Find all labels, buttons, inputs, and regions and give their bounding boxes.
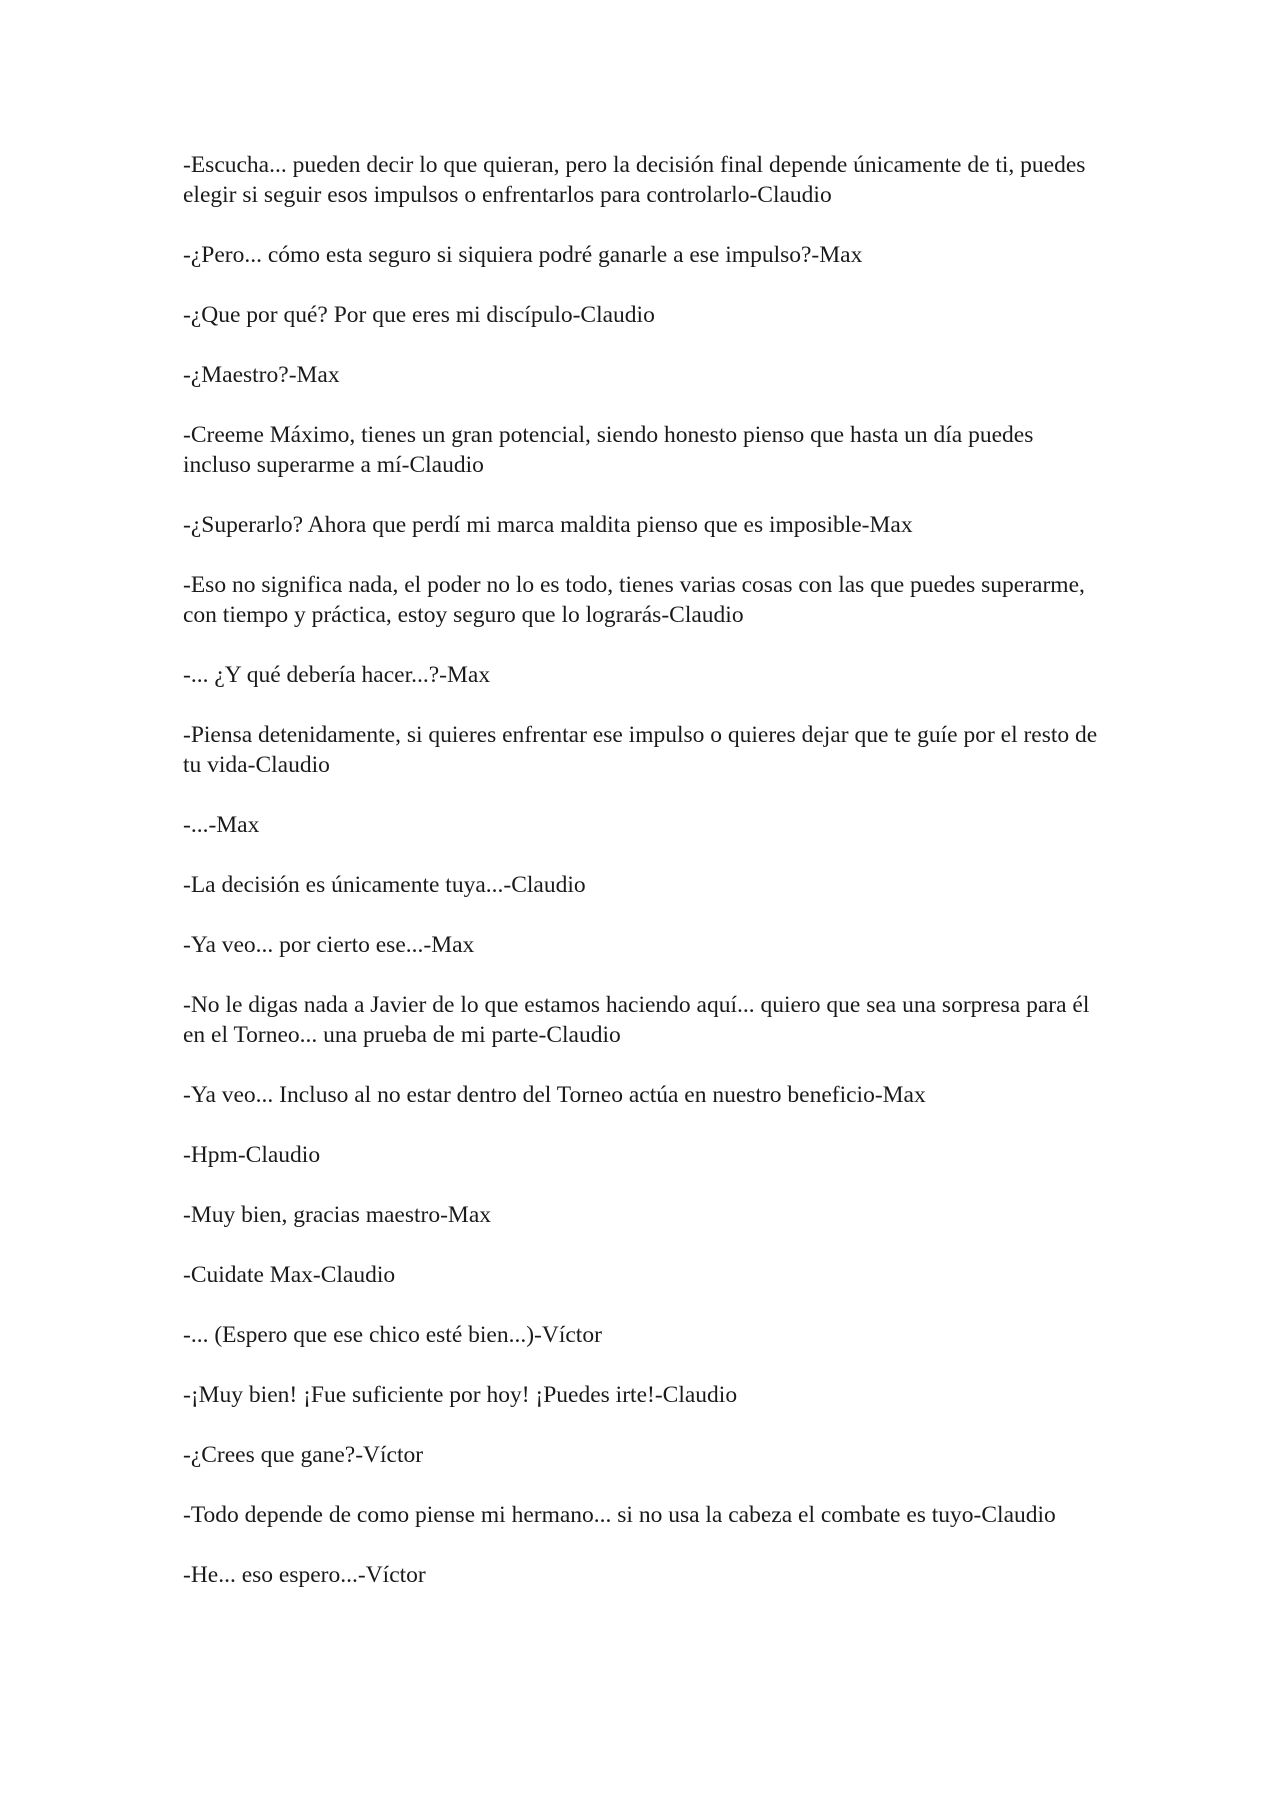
dialogue-paragraph: -Escucha... pueden decir lo que quieran, pero la decisión final depende únicamente de ti, puedes elegir si seguir esos impulsos o enfrentarlos para controlarlo-Claudio [183,152,1086,208]
dialogue-paragraph: -¿Que por qué? Por que eres mi discípulo-Claudio [183,302,655,328]
dialogue-paragraph: -Cuidate Max-Claudio [183,1262,396,1288]
dialogue-paragraph: -Piensa detenidamente, si quieres enfrentar ese impulso o quieres dejar que te guíe por el resto de tu vida-Claudio [183,722,1098,778]
dialogue-paragraph: -¡Muy bien! ¡Fue suficiente por hoy! ¡Puedes irte!-Claudio [183,1382,738,1408]
dialogue-paragraph: -Ya veo... Incluso al no estar dentro del Torneo actúa en nuestro beneficio-Max [183,1082,926,1108]
dialogue-paragraph: -He... eso espero...-Víctor [183,1562,426,1588]
dialogue-paragraph: -Creeme Máximo, tienes un gran potencial, siendo honesto pienso que hasta un día puedes incluso superarme a mí-Claudio [183,422,1034,478]
document-body [183,150,1103,1620]
dialogue-paragraph: -...-Max [183,812,260,838]
dialogue-paragraph: -¿Pero... cómo esta seguro si siquiera podré ganarle a ese impulso?-Max [183,242,863,268]
dialogue-paragraph: -¿Maestro?-Max [183,362,340,388]
dialogue-paragraph: -Todo depende de como piense mi hermano... si no usa la cabeza el combate es tuyo-Claudio [183,1502,1056,1528]
dialogue-paragraph: -¿Crees que gane?-Víctor [183,1442,424,1468]
dialogue-paragraph: -... (Espero que ese chico esté bien...)-Víctor [183,1322,602,1348]
dialogue-paragraph: -Muy bien, gracias maestro-Max [183,1202,492,1228]
dialogue-paragraph: -... ¿Y qué debería hacer...?-Max [183,662,491,688]
dialogue-paragraph: -No le digas nada a Javier de lo que estamos haciendo aquí... quiero que sea una sorpresa para él en el Torneo... una prueba de mi parte-Claudio [183,992,1090,1048]
dialogue-paragraph: -¿Superarlo? Ahora que perdí mi marca maldita pienso que es imposible-Max [183,512,913,538]
dialogue-paragraph: -Hpm-Claudio [183,1142,321,1168]
dialogue-paragraph: -La decisión es únicamente tuya...-Claudio [183,872,586,898]
dialogue-paragraph: -Eso no significa nada, el poder no lo es todo, tienes varias cosas con las que puedes superarme, con tiempo y práctica, estoy seguro que lo lograrás-Claudio [183,572,1085,628]
dialogue-paragraph: -Ya veo... por cierto ese...-Max [183,932,475,958]
